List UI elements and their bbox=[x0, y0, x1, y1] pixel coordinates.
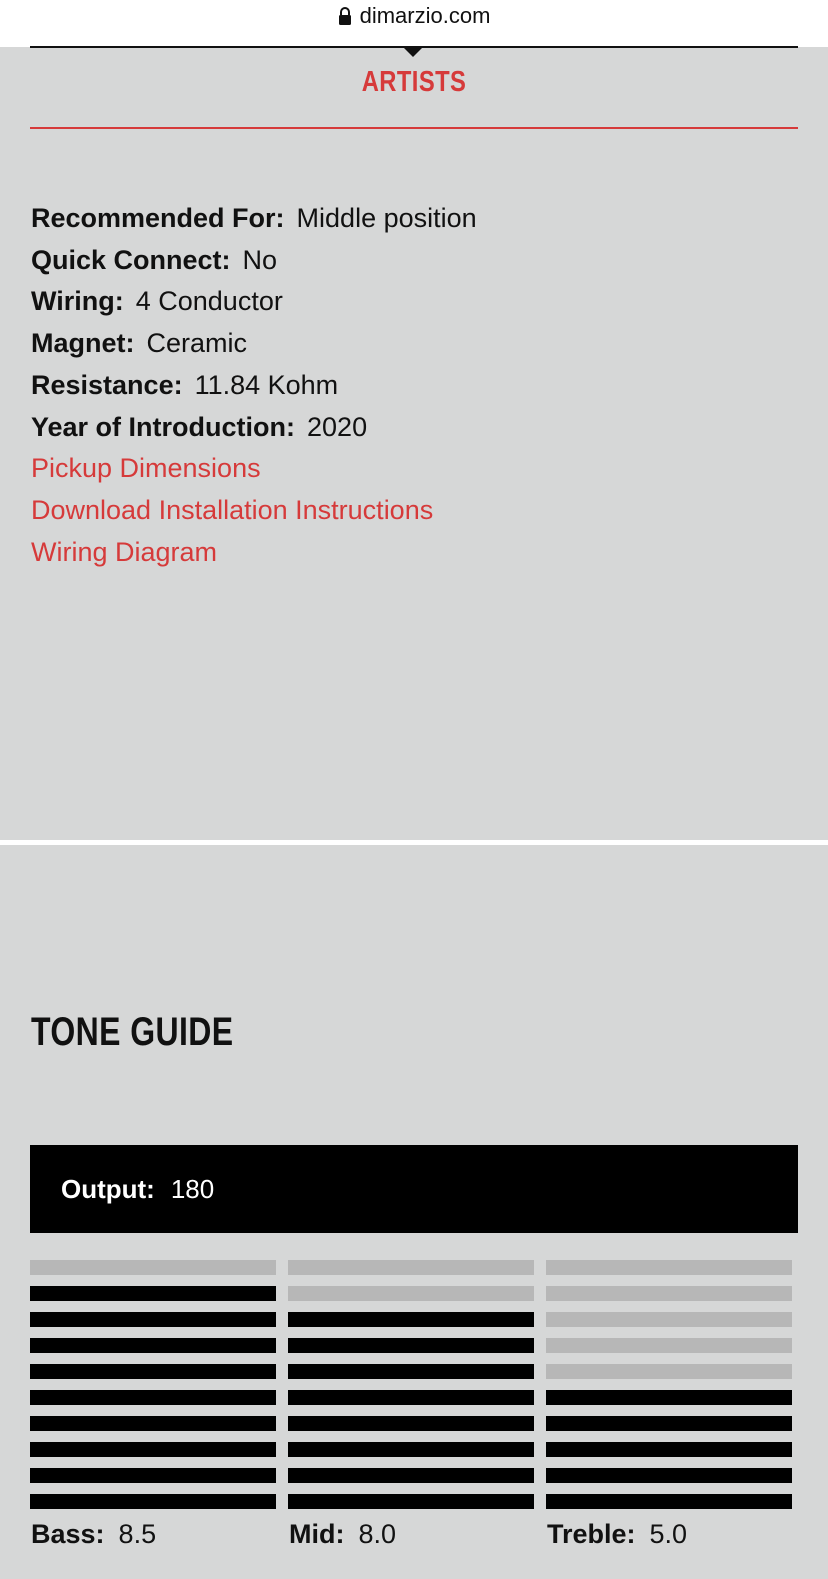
active-tab-caret-icon bbox=[403, 47, 423, 57]
meter-bar-empty bbox=[288, 1286, 534, 1301]
meter-bar-empty bbox=[546, 1286, 792, 1301]
meter-label-value: 8.5 bbox=[118, 1519, 157, 1549]
spec-label: Year of Introduction: bbox=[31, 411, 296, 442]
spec-magnet bbox=[31, 323, 477, 365]
meter-bar-filled bbox=[30, 1442, 276, 1457]
meter-bar-filled bbox=[288, 1364, 534, 1379]
spec-label: Recommended For: bbox=[31, 203, 285, 233]
link-wiring-diagram[interactable]: Wiring Diagram bbox=[31, 536, 218, 567]
mid-meter bbox=[288, 1260, 534, 1520]
spec-value: 2020 bbox=[307, 411, 368, 442]
spec-resistance bbox=[31, 365, 477, 407]
meter-bar-filled bbox=[30, 1390, 276, 1405]
output-panel bbox=[30, 1145, 798, 1233]
bass-label bbox=[31, 1519, 156, 1550]
link-download-installation-instructions[interactable]: Download Installation Instructions bbox=[31, 494, 434, 525]
treble-meter bbox=[546, 1260, 792, 1520]
meter-bar-empty bbox=[288, 1260, 534, 1275]
meter-bar-filled bbox=[546, 1442, 792, 1457]
meter-bar-filled bbox=[30, 1468, 276, 1483]
meter-bar-filled bbox=[546, 1468, 792, 1483]
spec-value: No bbox=[242, 244, 278, 275]
meter-label-key: Mid: bbox=[289, 1519, 345, 1549]
lock-icon bbox=[338, 7, 352, 25]
spec-value: Middle position bbox=[296, 203, 477, 233]
spec-quick-connect bbox=[31, 240, 477, 282]
meter-bar-filled bbox=[30, 1364, 276, 1379]
spec-label: Resistance: bbox=[31, 369, 183, 400]
meter-bar-filled bbox=[546, 1416, 792, 1431]
spec-recommended-for bbox=[31, 198, 477, 240]
spec-wiring bbox=[31, 281, 477, 323]
meter-bar-empty bbox=[546, 1364, 792, 1379]
meter-bar-empty bbox=[546, 1338, 792, 1353]
meter-bar-filled bbox=[288, 1468, 534, 1483]
meter-bar-filled bbox=[30, 1494, 276, 1509]
spec-label: Magnet: bbox=[31, 328, 135, 359]
section-divider bbox=[0, 840, 828, 845]
tab-artists[interactable]: ARTISTS bbox=[361, 66, 467, 98]
spec-value: 4 Conductor bbox=[135, 286, 283, 317]
spec-value: Ceramic bbox=[146, 328, 248, 359]
meter-bar-empty bbox=[30, 1260, 276, 1275]
meter-bar-filled bbox=[546, 1390, 792, 1405]
meter-bar-filled bbox=[288, 1442, 534, 1457]
meter-bar-empty bbox=[546, 1312, 792, 1327]
meter-bar-empty bbox=[546, 1260, 792, 1275]
output-value: 180 bbox=[170, 1173, 215, 1204]
meter-bar-filled bbox=[288, 1494, 534, 1509]
spec-label: Wiring: bbox=[31, 286, 124, 317]
meter-bar-filled bbox=[288, 1390, 534, 1405]
meter-label-key: Bass: bbox=[31, 1519, 105, 1549]
url-domain: dimarzio.com bbox=[359, 3, 491, 28]
link-pickup-dimensions[interactable]: Pickup Dimensions bbox=[31, 453, 261, 484]
pickup-specs bbox=[31, 198, 477, 573]
meter-label-value: 5.0 bbox=[649, 1519, 688, 1549]
tone-guide-heading: TONE GUIDE bbox=[31, 1010, 234, 1054]
treble-label bbox=[547, 1519, 687, 1550]
meter-bar-filled bbox=[288, 1416, 534, 1431]
meter-bar-filled bbox=[288, 1312, 534, 1327]
bass-meter bbox=[30, 1260, 276, 1520]
spec-label: Quick Connect: bbox=[31, 244, 231, 275]
spec-value: 11.84 Kohm bbox=[194, 369, 339, 400]
meter-bar-filled bbox=[546, 1494, 792, 1509]
mid-label bbox=[289, 1519, 396, 1550]
meter-bar-filled bbox=[288, 1338, 534, 1353]
meter-bar-filled bbox=[30, 1312, 276, 1327]
active-tab-underline bbox=[30, 127, 798, 129]
output-label: Output: bbox=[61, 1173, 155, 1204]
spec-year-of-introduction bbox=[31, 407, 477, 449]
meter-bar-filled bbox=[30, 1338, 276, 1353]
meter-label-value: 8.0 bbox=[358, 1519, 397, 1549]
browser-url-bar[interactable] bbox=[0, 0, 828, 47]
meter-label-key: Treble: bbox=[547, 1519, 636, 1549]
meter-bar-filled bbox=[30, 1286, 276, 1301]
meter-bar-filled bbox=[30, 1416, 276, 1431]
